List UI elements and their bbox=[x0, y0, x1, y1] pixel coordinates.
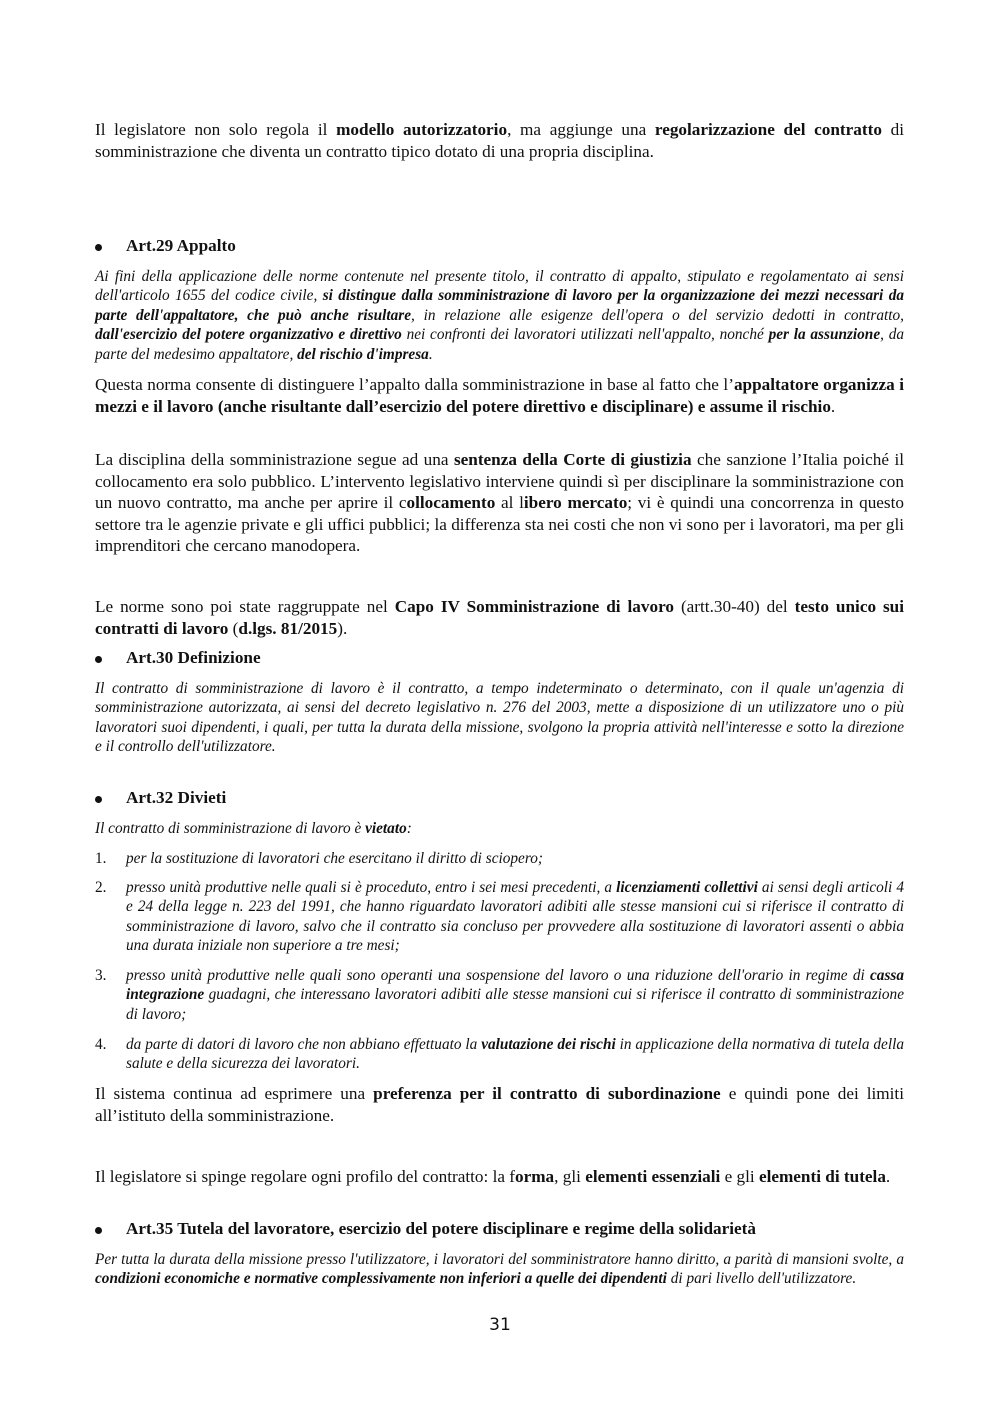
page-number: 31 bbox=[489, 1315, 511, 1335]
bold-text: elementi essenziali bbox=[585, 1167, 721, 1186]
heading-art29-text: Art.29 Appalto bbox=[126, 236, 236, 255]
list-item-text: per la sostituzione di lavoratori che esercitano il diritto di sciopero; bbox=[126, 850, 543, 867]
bold-text: cassa integrazione bbox=[126, 967, 904, 1004]
paragraph-corte-giustizia: La disciplina della somministrazione segue ad una sentenza della Corte di giustizia che sanzione l’Italia poiché il collocamento era solo pubblico. L’intervento legislativo interviene quindi sì per disciplinare la somministrazione con un nuovo contratto, ma anche per aprire il collocamento al libero mercato; vi è quindi una concorrenza in questo settore tra le agenzie private e gli uffici pubblici; la differenza sta nei costi che non vi sono per i lavoratori, ma per gli imprenditori che cercano manodopera. bbox=[95, 450, 904, 555]
quote-art32-intro: Il contratto di somministrazione di lavoro è vietato: bbox=[95, 820, 412, 837]
heading-art35-text: Art.35 Tutela del lavoratore, esercizio del potere disciplinare e regime della solidarietà bbox=[126, 1219, 756, 1238]
bold-text: valutazione dei rischi bbox=[481, 1036, 616, 1053]
bold-text: dall'esercizio del potere organizzativo e direttivo bbox=[95, 326, 402, 344]
list-number: 1. bbox=[95, 850, 107, 867]
bold-text: per la assunzione bbox=[768, 326, 881, 344]
bullet-icon bbox=[95, 796, 102, 803]
quote-art29: Ai fini della applicazione delle norme contenute nel presente titolo, il contratto di appalto, stipulato e regolamentato ai sensi dell'articolo 1655 del codice civile, si distingue dalla somministrazione di lavoro per la organizzazione dei mezzi necessari da parte dell'appaltatore, che può anche risultare, in relazione alle esigenze dell'opera o del servizio dedotti in contratto, dall'esercizio del potere organizzativo e direttivo nei confronti dei lavoratori utilizzati nell'appalto, nonché per la assunzione, da parte del medesimo appaltatore, del rischio d'impresa. bbox=[95, 268, 904, 363]
paragraph-modello-autorizzatorio: Il legislatore non solo regola il modello autorizzatorio, ma aggiunge una regolarizzazione del contratto di somministrazione che diventa un contratto tipico dotato di una propria disciplina. bbox=[95, 120, 904, 161]
bullet-icon bbox=[95, 244, 102, 251]
bold-text: orma bbox=[515, 1167, 555, 1186]
list-item-2 bbox=[95, 878, 904, 956]
quote-art35: Per tutta la durata della missione presso l'utilizzatore, i lavoratori del somministratore hanno diritto, a parità di mansioni svolte, a condizioni economiche e normative complessivamente non inferiori a quelle dei dipendenti di pari livello dell'utilizzatore. bbox=[95, 1251, 904, 1288]
bold-text: del rischio d'impresa bbox=[297, 345, 429, 363]
bold-text: appaltatore organizza i mezzi e il lavoro (anche risultante dall’esercizio del potere direttivo e disciplinare) e assume il rischio bbox=[95, 375, 904, 416]
bold-text: testo unico sui contratti di lavoro bbox=[95, 597, 905, 638]
bullet-icon bbox=[95, 656, 102, 663]
list-item-text: da parte di datori di lavoro che non abbiano effettuato la valutazione dei rischi in applicazione della normativa di tutela della salute e della sicurezza dei lavoratori. bbox=[126, 1036, 904, 1073]
list-number: 3. bbox=[95, 967, 107, 984]
bold-text: Capo IV Somministrazione di lavoro bbox=[394, 597, 674, 616]
bold-text: preferenza per il contratto di subordinazione bbox=[373, 1084, 721, 1103]
paragraph-capo-iv: Le norme sono poi state raggruppate nel Capo IV Somministrazione di lavoro (artt.30-40) del testo unico sui contratti di lavoro (d.lgs. 81/2015). bbox=[95, 597, 905, 638]
bold-text: si distingue dalla somministrazione di lavoro per la organizzazione dei mezzi necessari da parte dell'appaltatore, che può anche risultare bbox=[95, 287, 904, 324]
bold-text: elementi di tutela bbox=[758, 1167, 886, 1186]
list-item-text: presso unità produttive nelle quali sono operanti una sospensione del lavoro o una riduzione dell'orario in regime di cassa integrazione guadagni, che interessano lavoratori adibiti alle stesse mansioni cui si riferisce il contratto di somministrazione di lavoro; bbox=[126, 967, 904, 1023]
bold-text: d.lgs. 81/2015 bbox=[238, 618, 338, 638]
paragraph-profilo-contratto: Il legislatore si spinge regolare ogni profilo del contratto: la forma, gli elementi essenziali e gli elementi di tutela. bbox=[95, 1167, 891, 1186]
bold-text: ollocamento bbox=[406, 493, 496, 512]
paragraph-preferenza-subordinazione: Il sistema continua ad esprimere una preferenza per il contratto di subordinazione e quindi pone dei limiti all’istituto della somministrazione. bbox=[95, 1084, 904, 1125]
list-item-3 bbox=[95, 966, 904, 1024]
bold-text: sentenza della Corte di giustizia bbox=[453, 450, 692, 469]
quote-art30: Il contratto di somministrazione di lavoro è il contratto, a tempo indeterminato o determinato, con il quale un'agenzia di somministrazione autorizzata, ai sensi del decreto legislativo n. 276 del 2003, mette a disposizione di un utilizzatore uno o più lavoratori suoi dipendenti, i quali, per tutta la durata della missione, svolgono la propria attività nell'interesse e sotto la direzione e il controllo dell'utilizzatore. bbox=[95, 680, 904, 756]
bold-text: licenziamenti collettivi bbox=[616, 879, 758, 896]
list-number: 4. bbox=[95, 1036, 107, 1053]
list-item-text: presso unità produttive nelle quali si è proceduto, entro i sei mesi precedenti, a licenziamenti collettivi ai sensi degli articoli 4 e 24 della legge n. 223 del 1991, che hanno riguardato lavoratori adibiti alle stesse mansioni cui si riferisce il contratto di somministrazione di lavoro, salvo che il contratto sia concluso per provvedere alla sostituzione di lavoratori assenti o abbia una durata iniziale non superiore a tre mesi; bbox=[126, 879, 904, 955]
list-number: 2. bbox=[95, 879, 107, 896]
bullet-icon bbox=[95, 1227, 102, 1234]
bold-text: ibero mercato bbox=[523, 493, 628, 512]
bold-text: condizioni economiche e normative complessivamente non inferiori a quelle dei dipendenti bbox=[95, 1270, 667, 1288]
list-item-4 bbox=[95, 1035, 904, 1074]
list-item-1 bbox=[95, 849, 904, 868]
bold-text: modello autorizzatorio bbox=[336, 120, 508, 139]
bold-text: vietato bbox=[365, 820, 407, 837]
heading-art32-text: Art.32 Divieti bbox=[126, 788, 227, 807]
paragraph-distinzione-appalto: Questa norma consente di distinguere l’appalto dalla somministrazione in base al fatto che l’appaltatore organizza i mezzi e il lavoro (anche risultante dall’esercizio del potere direttivo e disciplinare) e assume il rischio. bbox=[95, 375, 904, 416]
bold-text: regolarizzazione del contratto bbox=[654, 120, 882, 139]
heading-art30-text: Art.30 Definizione bbox=[126, 648, 261, 667]
